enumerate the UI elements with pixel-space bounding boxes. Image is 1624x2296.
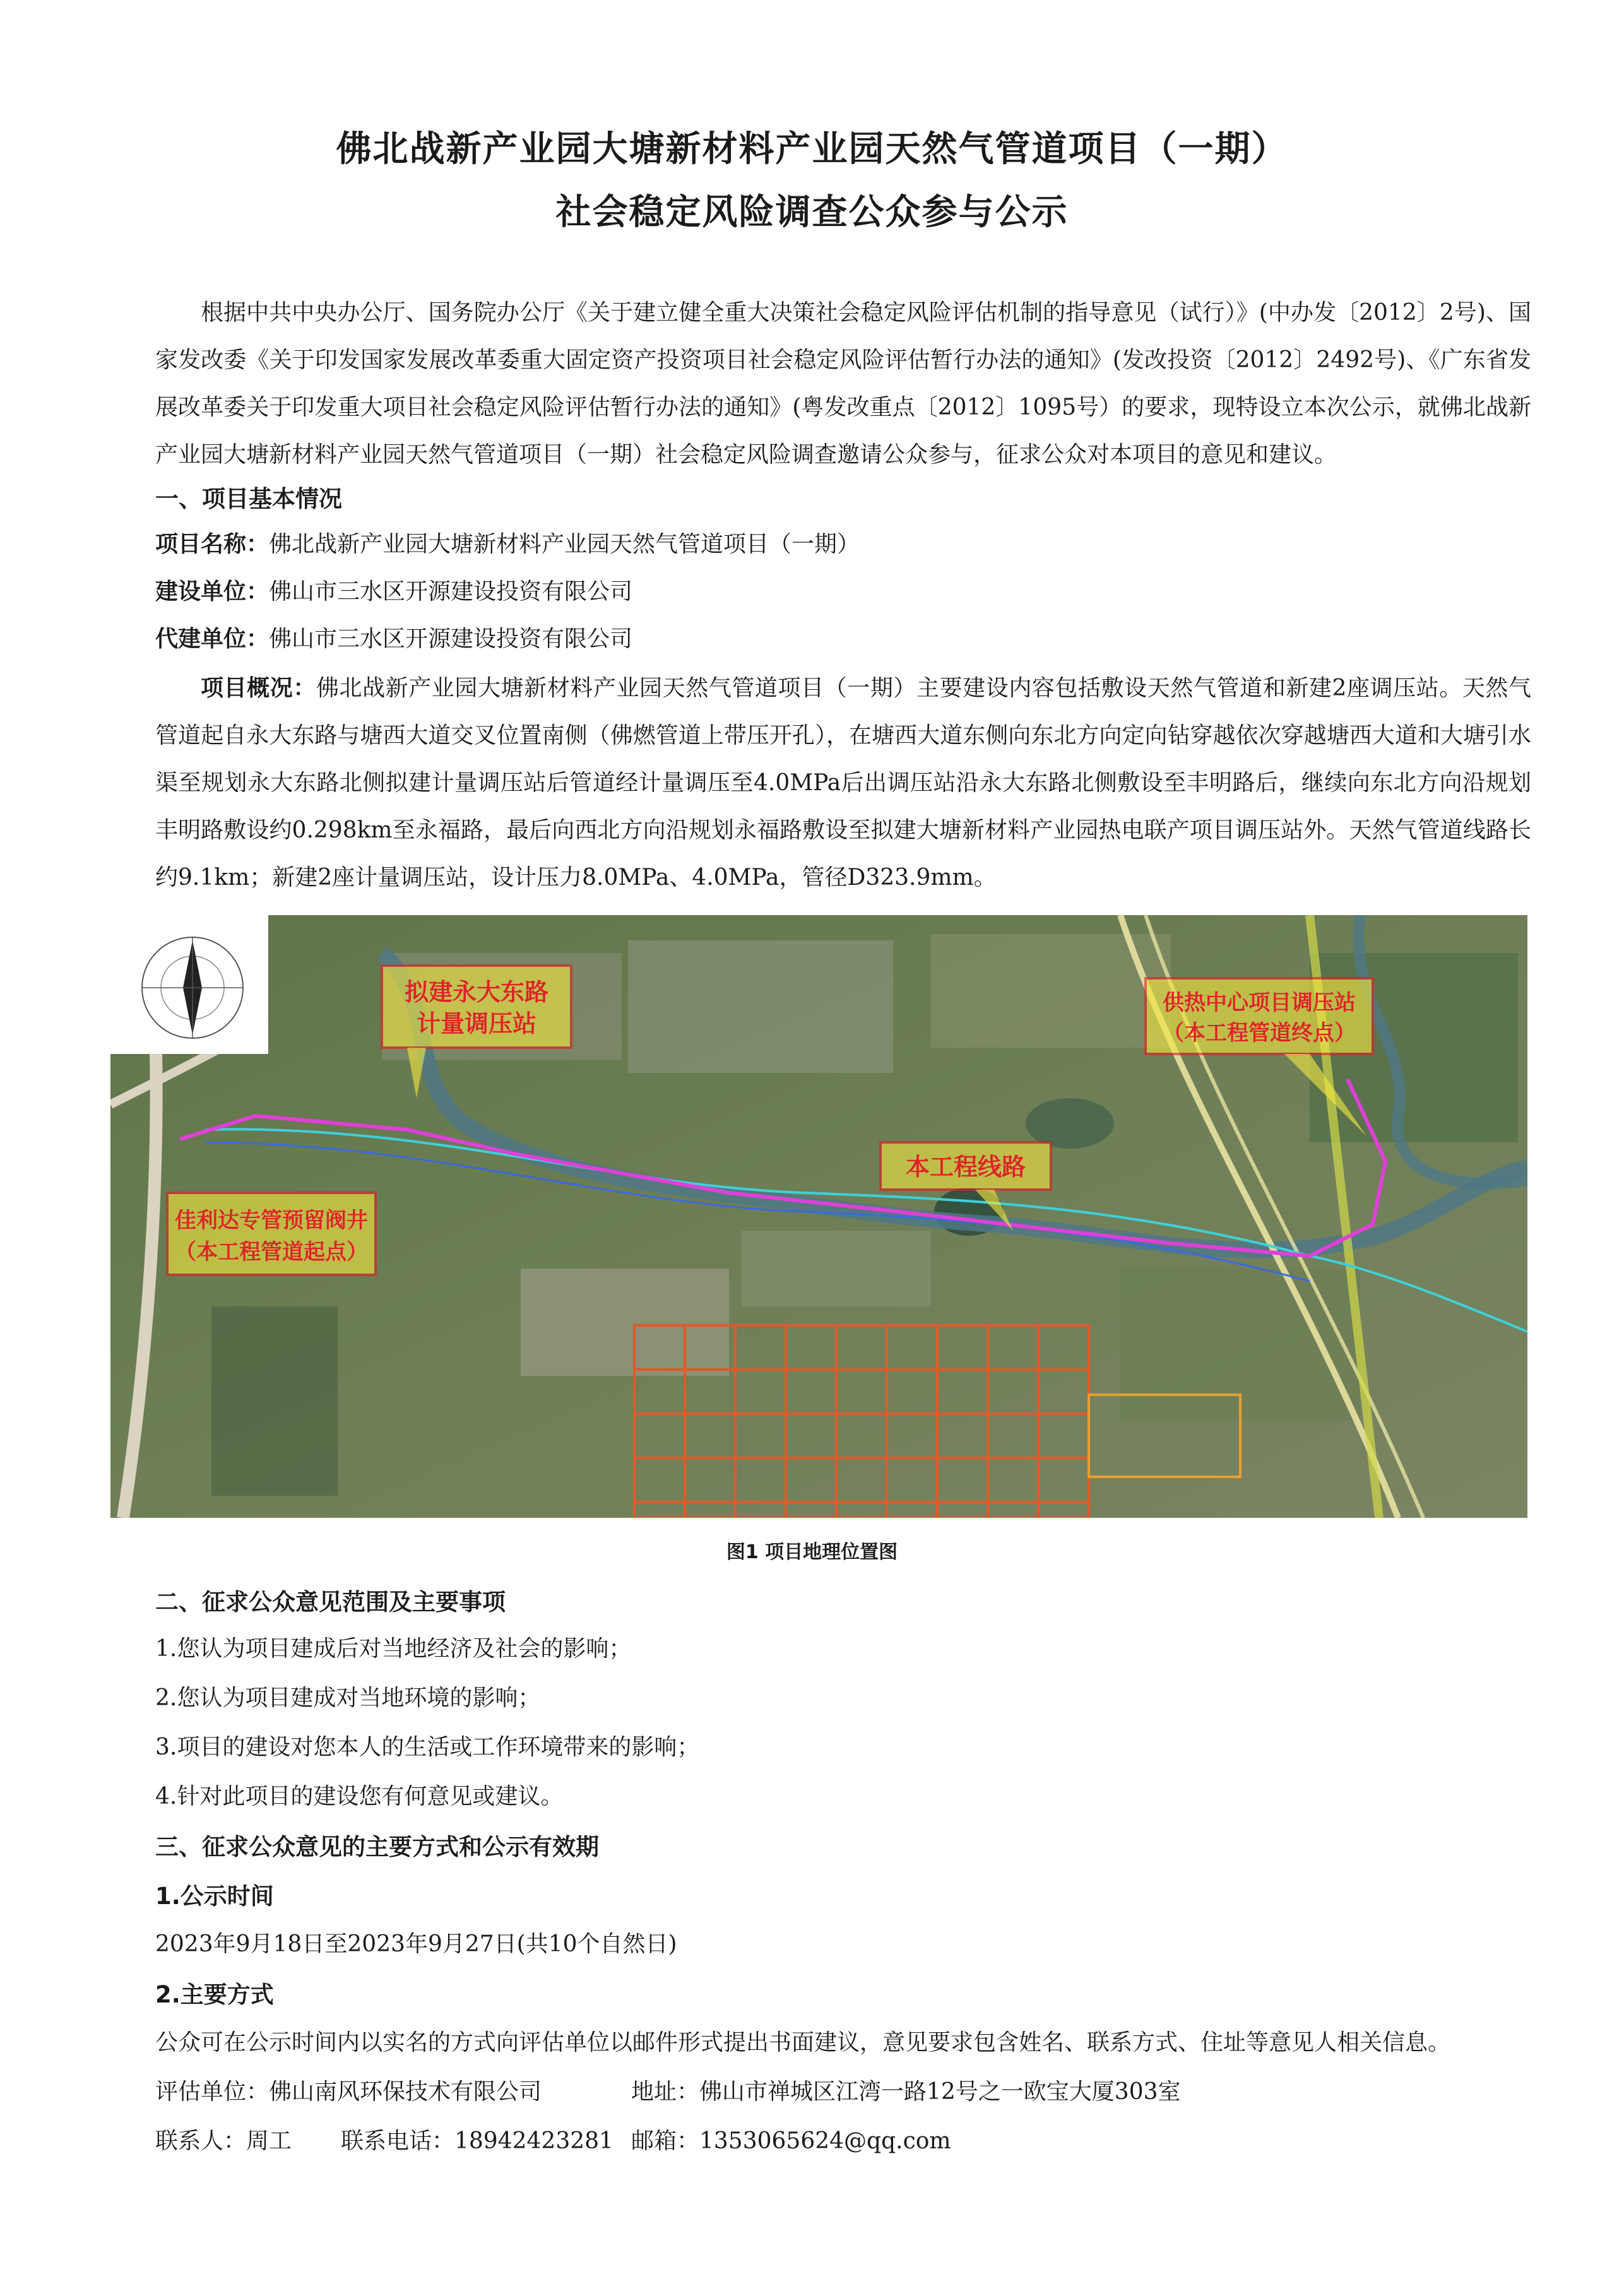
map-svg (110, 915, 1527, 1518)
agent-label: 代建单位： (155, 626, 270, 652)
builder-value: 佛山市三水区开源建设投资有限公司 (269, 579, 633, 605)
start-label-line2: （本工程管道起点） (175, 1240, 368, 1265)
intro-paragraph: 根据中共中央办公厅、国务院办公厅《关于建立健全重大决策社会稳定风险评估机制的指导意见（试行）》(中办发〔2012〕2号)、国家发改委《关于印发国家发展改革委重大固定资产投资项目社会稳定风险评估暂行办法的通知》(发改投资〔2012〕2492号)、《广东省发展改革委关于印发重大项目社会稳定风险评估暂行办法的通知》(粤发改重点〔2012〕1095号）的要求，现特设立本次公示，就佛北战新产业园大塘新材料产业园天然气管道项目（一期）社会稳定风险调查邀请公众参与，征求公众对本项目的意见和建议。 (155, 300, 1531, 468)
route-label: 本工程线路 (905, 1153, 1026, 1181)
opinion-item: 3.项目的建设对您本人的生活或工作环境带来的影响； (155, 1734, 700, 1760)
station2-label-line1: 供热中心项目调压站 (1163, 990, 1356, 1015)
agent-line (155, 621, 632, 653)
address: 地址：佛山市禅城区江湾一路12号之一欧宝大厦303室 (631, 2079, 1181, 2105)
station1-label-line2: 计量调压站 (416, 1010, 537, 1038)
publicity-period: 2023年9月18日至2023年9月27日(共10个自然日) (155, 1931, 677, 1957)
opinion-item: 4.针对此项目的建设您有何意见或建议。 (155, 1784, 564, 1809)
section3-heading: 三、征求公众意见的主要方式和公示有效期 (155, 1833, 599, 1861)
overview-value: 佛北战新产业园大塘新材料产业园天然气管道项目（一期）主要建设内容包括敷设天然气管道和新建2座调压站。天然气管道起自永大东路与塘西大道交叉位置南侧（佛燃管道上带压开孔），在塘西大道东侧向东北方向定向钻穿越依次穿越塘西大道和大塘引水渠至规划永大东路北侧拟建计量调压站后管道经计量调压至4.0MPa后出调压站沿永大东路北侧敷设至丰明路后，继续向东北方向沿规划丰明路敷设约0.298km至永福路，最后向西北方向沿规划永福路敷设至拟建大塘新材料产业园热电联产项目调压站外。天然气管道线路长约9.1km；新建2座计量调压站，设计压力8.0MPa、4.0MPa，管径D323.9mm。 (155, 675, 1531, 891)
method-text: 公众可在公示时间内以实名的方式向评估单位以邮件形式提出书面建议，意见要求包含姓名、联系方式、住址等意见人相关信息。 (155, 2030, 1451, 2056)
figure-caption: 图1 项目地理位置图 (726, 1541, 898, 1563)
contact-person: 联系人：周工 (155, 2128, 292, 2154)
builder-line (155, 574, 632, 606)
page-subtitle: 社会稳定风险调查公众参与公示 (555, 192, 1069, 233)
north-arrow-legend (110, 915, 268, 1054)
opinion-item: 1.您认为项目建成后对当地经济及社会的影响； (155, 1636, 632, 1662)
publicity-time-heading: 1.公示时间 (155, 1883, 274, 1910)
builder-label: 建设单位： (155, 579, 270, 605)
contact-email: 邮箱：1353065624@qq.com (631, 2128, 951, 2154)
overview-paragraph (155, 665, 1531, 901)
overview-label: 项目概况： (201, 675, 316, 701)
method-heading: 2.主要方式 (155, 1981, 274, 2008)
section2-heading: 二、征求公众意见范围及主要事项 (155, 1589, 506, 1616)
start-label-line1: 佳利达专管预留阀井 (175, 1208, 368, 1233)
opinion-item: 2.您认为项目建成对当地环境的影响； (155, 1685, 541, 1711)
callout-start (167, 1193, 376, 1275)
station2-label-line2: （本工程管道终点） (1163, 1021, 1356, 1046)
evaluation-unit: 评估单位：佛山南风环保技术有限公司 (155, 2079, 542, 2105)
agent-value: 佛山市三水区开源建设投资有限公司 (269, 626, 633, 652)
station1-label-line1: 拟建永大东路 (404, 978, 549, 1006)
section1-heading: 一、项目基本情况 (155, 485, 342, 512)
project-name-value: 佛北战新产业园大塘新材料产业园天然气管道项目（一期） (269, 531, 860, 557)
project-name-label: 项目名称： (155, 531, 270, 557)
project-name-line (155, 526, 860, 559)
page-title: 佛北战新产业园大塘新材料产业园天然气管道项目（一期） (336, 129, 1288, 170)
contact-phone: 联系电话：18942423281 (341, 2128, 613, 2154)
project-location-map (110, 915, 1527, 1518)
